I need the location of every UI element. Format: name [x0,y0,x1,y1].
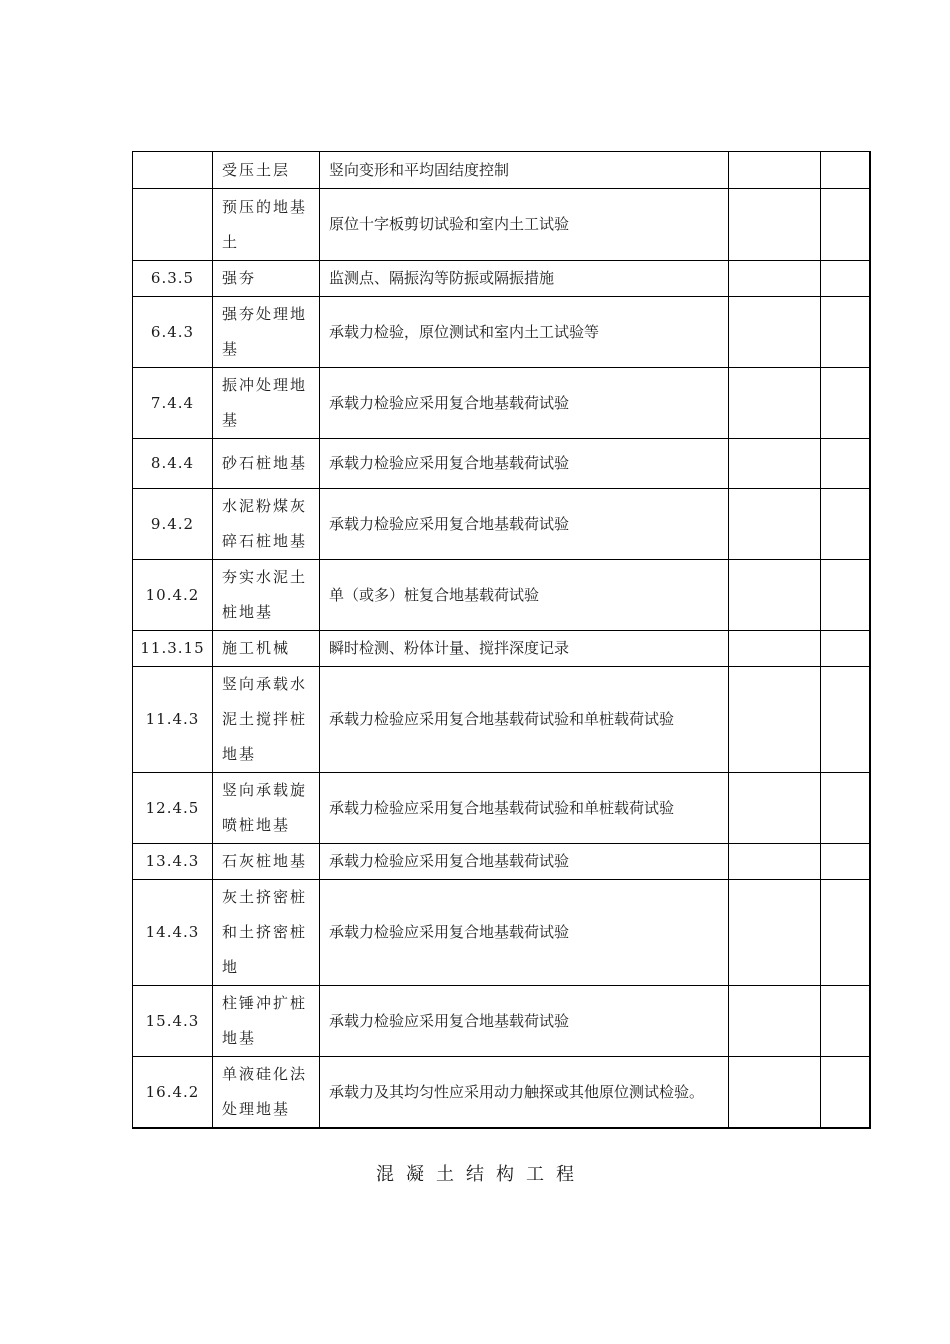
inspection-requirement: 承载力检验应采用复合地基载荷试验 [320,986,729,1057]
empty-cell [821,986,870,1057]
item-name: 石灰桩地基 [213,844,320,880]
clause-number: 9.4.2 [133,489,213,560]
item-name: 强夯处理地基 [213,297,320,368]
clause-number: 6.3.5 [133,261,213,297]
clause-number: 14.4.3 [133,880,213,986]
clause-number: 8.4.4 [133,439,213,489]
inspection-requirement: 承载力检验应采用复合地基载荷试验 [320,368,729,439]
inspection-requirement: 原位十字板剪切试验和室内土工试验 [320,189,729,261]
empty-cell [729,297,821,368]
inspection-requirement: 承载力检验应采用复合地基载荷试验 [320,880,729,986]
inspection-requirement: 瞬时检测、粉体计量、搅拌深度记录 [320,631,729,667]
empty-cell [821,631,870,667]
inspection-requirement: 承载力检验应采用复合地基载荷试验 [320,844,729,880]
empty-cell [821,667,870,773]
item-name: 单液硅化法处理地基 [213,1057,320,1129]
inspection-requirement: 承载力检验应采用复合地基载荷试验 [320,489,729,560]
empty-cell [729,560,821,631]
empty-cell [729,667,821,773]
clause-number [133,189,213,261]
table-row [133,152,870,189]
inspection-requirement: 承载力及其均匀性应采用动力触探或其他原位测试检验。 [320,1057,729,1129]
table-row [133,261,870,297]
item-name: 受压土层 [213,152,320,189]
empty-cell [821,368,870,439]
clause-number: 16.4.2 [133,1057,213,1129]
empty-cell [821,880,870,986]
empty-cell [821,560,870,631]
empty-cell [821,844,870,880]
table-row [133,368,870,439]
clause-number [133,152,213,189]
empty-cell [729,152,821,189]
clause-number: 6.4.3 [133,297,213,368]
item-name: 砂石桩地基 [213,439,320,489]
empty-cell [729,1057,821,1129]
empty-cell [729,261,821,297]
inspection-requirement: 承载力检验应采用复合地基载荷试验和单桩载荷试验 [320,667,729,773]
empty-cell [821,189,870,261]
empty-cell [821,261,870,297]
table-body [133,152,870,1129]
item-name: 竖向承载水泥土搅拌桩地基 [213,667,320,773]
inspection-requirement: 承载力检验应采用复合地基载荷试验和单桩载荷试验 [320,773,729,844]
table-row [133,560,870,631]
table-row [133,844,870,880]
section-heading: 混凝土结构工程 [376,1164,586,1185]
empty-cell [821,297,870,368]
inspection-requirement: 监测点、隔振沟等防振或隔振措施 [320,261,729,297]
empty-cell [821,489,870,560]
empty-cell [821,773,870,844]
item-name: 竖向承载旋喷桩地基 [213,773,320,844]
clause-number: 11.4.3 [133,667,213,773]
empty-cell [821,152,870,189]
table-row [133,880,870,986]
table-row [133,489,870,560]
item-name: 强夯 [213,261,320,297]
empty-cell [729,844,821,880]
item-name: 柱锤冲扩桩地基 [213,986,320,1057]
clause-number: 7.4.4 [133,368,213,439]
clause-number: 10.4.2 [133,560,213,631]
empty-cell [729,880,821,986]
clause-number: 13.4.3 [133,844,213,880]
inspection-requirement: 承载力检验，原位测试和室内土工试验等 [320,297,729,368]
empty-cell [729,773,821,844]
item-name: 夯实水泥土桩地基 [213,560,320,631]
table-row [133,297,870,368]
item-name: 预压的地基土 [213,189,320,261]
item-name: 振冲处理地基 [213,368,320,439]
inspection-requirement: 竖向变形和平均固结度控制 [320,152,729,189]
empty-cell [821,439,870,489]
clause-number: 12.4.5 [133,773,213,844]
table-row [133,667,870,773]
table-row [133,439,870,489]
inspection-requirement: 单（或多）桩复合地基载荷试验 [320,560,729,631]
empty-cell [821,1057,870,1129]
table-row [133,189,870,261]
clause-number: 15.4.3 [133,986,213,1057]
empty-cell [729,631,821,667]
empty-cell [729,986,821,1057]
empty-cell [729,489,821,560]
table-row [133,1057,870,1129]
table-row [133,986,870,1057]
inspection-requirement: 承载力检验应采用复合地基载荷试验 [320,439,729,489]
item-name: 水泥粉煤灰碎石桩地基 [213,489,320,560]
empty-cell [729,368,821,439]
clause-number: 11.3.15 [133,631,213,667]
empty-cell [729,439,821,489]
inspection-table [132,151,871,1129]
item-name: 灰土挤密桩和土挤密桩地 [213,880,320,986]
item-name: 施工机械 [213,631,320,667]
table-row [133,631,870,667]
table-row [133,773,870,844]
empty-cell [729,189,821,261]
